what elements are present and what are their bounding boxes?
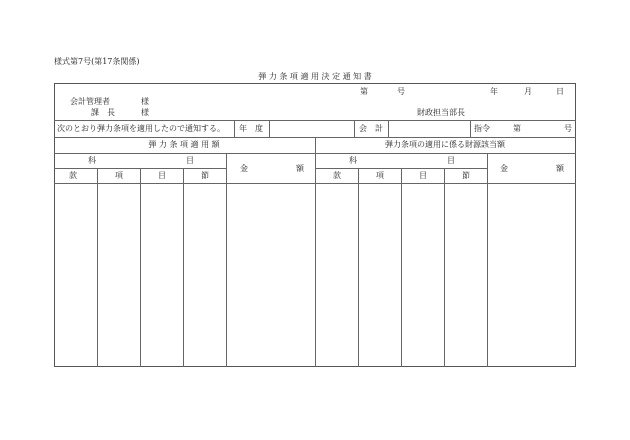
- left-kingaku-kin: 金: [240, 164, 248, 173]
- left-col-setsu: 節: [201, 171, 209, 180]
- header-month: 月: [524, 87, 532, 96]
- directive-label: 指令: [474, 124, 490, 133]
- form-title: 弾 力 条 項 適 用 決 定 通 知 書: [258, 72, 372, 81]
- directive-dai: 第: [513, 124, 521, 133]
- left-moku-label: 目: [186, 156, 194, 165]
- right-kingaku-gaku: 額: [556, 164, 564, 173]
- account-label: 会 計: [359, 124, 383, 133]
- right-section-title: 弾力条項の適用に係る財源該当額: [385, 140, 505, 149]
- recipient-section-chief: 課 長: [91, 108, 115, 117]
- form-number: 様式第7号(第17条関係): [54, 57, 140, 66]
- left-col-moku: 目: [158, 171, 166, 180]
- section-split: [315, 137, 316, 367]
- right-ka-label: 科: [349, 156, 357, 165]
- recipient-1-honorific: 様: [141, 97, 149, 106]
- fiscal-year-label: 年 度: [239, 124, 263, 133]
- recipient-2-honorific: 様: [141, 108, 149, 117]
- right-kingaku-kin: 金: [500, 164, 508, 173]
- right-col-kan: 款: [333, 171, 341, 180]
- header-year: 年: [490, 87, 498, 96]
- right-moku-label: 目: [447, 156, 455, 165]
- left-kingaku-gaku: 額: [296, 164, 304, 173]
- left-col-kan: 款: [69, 171, 77, 180]
- directive-gou: 号: [564, 124, 572, 133]
- right-col-moku: 目: [419, 171, 427, 180]
- header-gou: 号: [397, 87, 405, 96]
- right-col-kou: 項: [376, 171, 384, 180]
- header-dai: 第: [360, 87, 368, 96]
- right-col-setsu: 節: [462, 171, 470, 180]
- left-ka-label: 科: [88, 156, 96, 165]
- recipient-accounting-manager: 会計管理者: [70, 97, 110, 106]
- header-day: 日: [556, 87, 564, 96]
- left-col-kou: 項: [115, 171, 123, 180]
- left-section-title: 弾 力 条 項 適 用 額: [148, 140, 220, 149]
- header-divider: [54, 120, 576, 121]
- notice-text: 次のとおり弾力条項を適用したので通知する。: [57, 124, 225, 133]
- sender-finance-director: 財政担当部長: [417, 108, 465, 117]
